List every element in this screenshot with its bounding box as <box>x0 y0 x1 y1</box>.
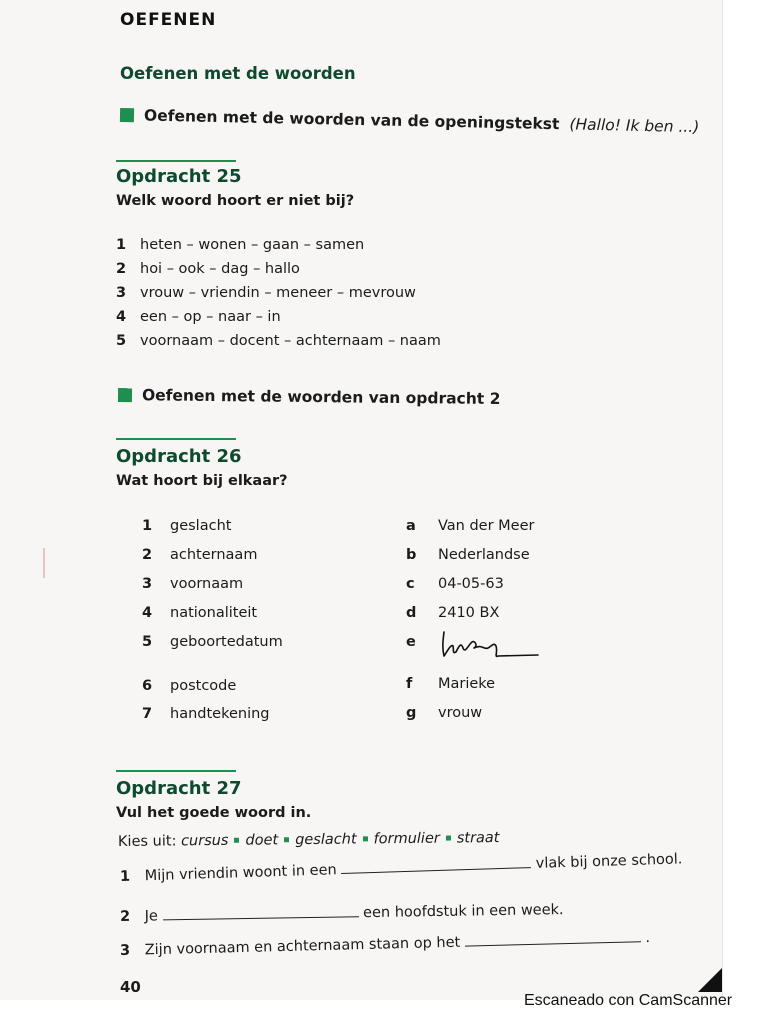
item-number: 5 <box>142 634 153 650</box>
exercise-title: Opdracht 25 <box>116 166 242 187</box>
match-left-item <box>142 634 283 650</box>
exercise-group-note: (Hallo! Ik ben ...) <box>569 115 700 137</box>
item-text: Marieke <box>438 676 496 692</box>
section-subheading: Oefenen met de woorden <box>120 64 356 83</box>
item-number: 1 <box>142 518 153 534</box>
item-number: 4 <box>142 605 153 621</box>
divider-rule <box>116 770 236 772</box>
binding-mark <box>43 548 45 578</box>
list-item <box>116 333 441 349</box>
item-text: Van der Meer <box>438 518 535 534</box>
exercise-group-1 <box>120 106 700 136</box>
item-text: vrouw – vriendin – meneer – mevrouw <box>140 285 416 301</box>
item-text: heten – wonen – gaan – samen <box>140 237 365 253</box>
item-letter: g <box>406 705 417 721</box>
choice-word: cursus <box>180 832 229 850</box>
answer-blank[interactable] <box>162 902 358 920</box>
match-left-item <box>142 605 257 621</box>
item-text: voornaam – docent – achternaam – naam <box>140 333 441 349</box>
item-number: 1 <box>116 237 127 253</box>
item-text: een – op – naar – in <box>140 309 281 325</box>
scanner-watermark: Escaneado con CamScanner <box>524 992 733 1009</box>
item-text: 04-05-63 <box>438 576 504 592</box>
item-number: 2 <box>142 547 153 563</box>
item-text: voornaam <box>170 576 244 592</box>
choice-word: doet <box>245 832 279 849</box>
item-number: 3 <box>142 576 153 592</box>
item-text: geboortedatum <box>170 634 283 650</box>
fill-in-sentence <box>120 927 650 959</box>
item-number: 3 <box>116 285 127 301</box>
separator-square-icon <box>234 837 239 842</box>
match-left-item <box>142 518 231 534</box>
item-text: handtekening <box>170 706 270 722</box>
item-text: achternaam <box>170 547 258 563</box>
match-left-item <box>142 678 236 694</box>
word-choices <box>118 830 500 850</box>
match-right-item <box>406 576 504 592</box>
item-number: 2 <box>116 261 127 277</box>
square-bullet-icon <box>118 388 132 402</box>
item-number: 5 <box>116 333 127 349</box>
match-right-item <box>406 547 530 563</box>
match-right-item <box>406 705 482 721</box>
match-right-item <box>406 676 495 692</box>
list-item <box>116 237 364 253</box>
item-letter: f <box>406 676 413 692</box>
item-text: vrouw <box>438 705 483 721</box>
item-text: Nederlandse <box>438 547 530 563</box>
sentence-start: Zijn voornaam en achternaam staan op het <box>144 934 461 959</box>
match-right-item <box>406 605 499 621</box>
item-number: 7 <box>142 706 153 722</box>
choice-word: geslacht <box>295 831 357 849</box>
page-number: 40 <box>120 978 141 996</box>
exercise-question: Vul het goede woord in. <box>116 805 312 821</box>
exercise-group-label: Oefenen met de woorden van opdracht 2 <box>141 386 501 409</box>
sentence-end: vlak bij onze school. <box>535 851 683 872</box>
match-left-item <box>142 576 243 592</box>
divider-rule <box>116 438 236 440</box>
signature-image <box>438 628 542 662</box>
list-item <box>116 309 281 325</box>
item-number: 3 <box>119 942 131 959</box>
page-corner <box>698 968 722 992</box>
sentence-end: een hoofdstuk in een week. <box>362 902 564 922</box>
item-text: 2410 BX <box>438 605 500 621</box>
exercise-group-label: Oefenen met de woorden van de openingstekst <box>143 106 560 134</box>
separator-square-icon <box>363 836 368 841</box>
sentence-start: Mijn vriendin woont in een <box>144 862 337 885</box>
exercise-question: Welk woord hoort er niet bij? <box>116 193 355 209</box>
separator-square-icon <box>446 835 451 840</box>
section-heading: OEFENEN <box>120 10 217 30</box>
item-letter: e <box>406 634 416 650</box>
square-bullet-icon <box>120 108 134 122</box>
list-item <box>116 261 300 277</box>
item-number: 2 <box>119 908 131 925</box>
choice-word: formulier <box>373 830 440 848</box>
item-letter: b <box>406 547 417 563</box>
fill-in-sentence <box>120 848 683 885</box>
match-left-item <box>142 547 257 563</box>
choices-label: Kies uit: <box>117 833 177 850</box>
item-letter: c <box>406 576 415 592</box>
item-number: 4 <box>116 309 127 325</box>
answer-blank[interactable] <box>341 853 531 874</box>
item-number: 1 <box>119 868 131 885</box>
sentence-start: Je <box>144 908 159 925</box>
exercise-title: Opdracht 26 <box>116 446 242 467</box>
answer-blank[interactable] <box>465 927 641 946</box>
exercise-title: Opdracht 27 <box>116 778 242 799</box>
exercise-question: Wat hoort bij elkaar? <box>116 473 288 489</box>
item-number: 6 <box>142 678 153 694</box>
separator-square-icon <box>284 837 289 842</box>
item-text: nationaliteit <box>170 605 258 621</box>
choice-word: straat <box>456 830 500 847</box>
match-left-item <box>142 706 270 722</box>
list-item <box>116 285 416 301</box>
item-text: geslacht <box>170 518 232 534</box>
item-letter: d <box>406 605 417 621</box>
fill-in-sentence <box>120 899 564 925</box>
match-right-item <box>406 518 535 534</box>
exercise-group-2 <box>118 386 501 408</box>
item-letter: a <box>406 518 416 534</box>
divider-rule <box>116 160 236 162</box>
item-text: postcode <box>170 678 237 694</box>
sentence-end: . <box>645 930 651 947</box>
item-text: hoi – ook – dag – hallo <box>140 261 300 277</box>
match-right-item <box>406 634 542 662</box>
